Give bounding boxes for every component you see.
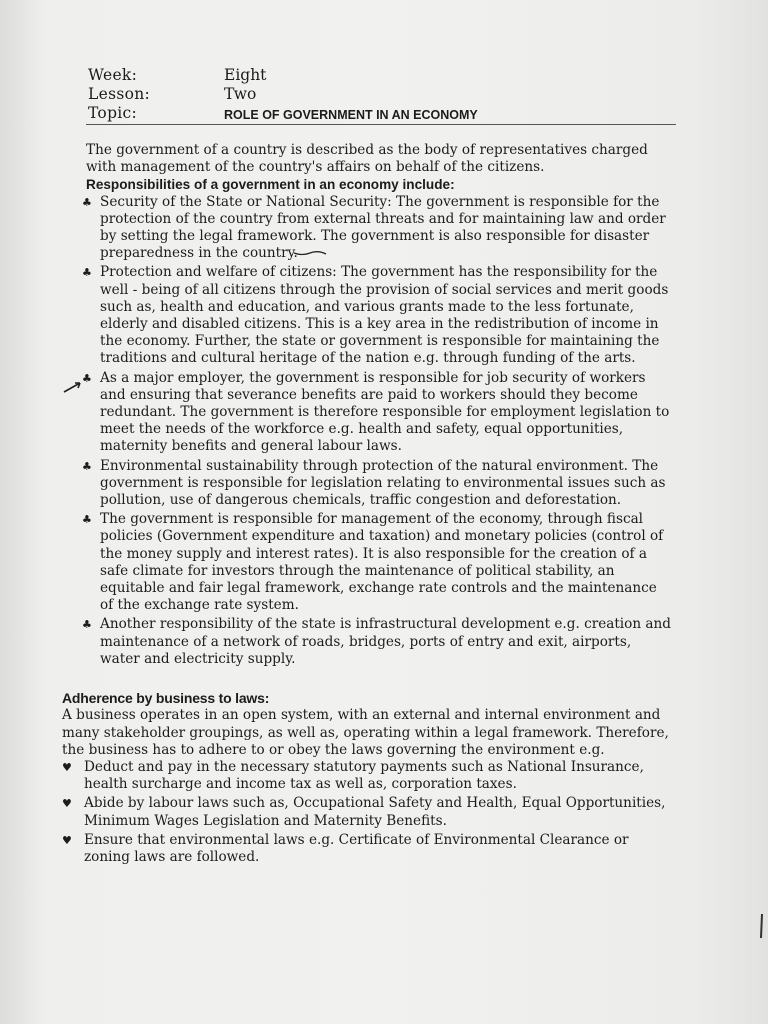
adherence-heading: Adherence by business to laws: bbox=[62, 690, 270, 707]
lesson-label: Lesson: bbox=[88, 85, 151, 103]
week-value: Eight bbox=[224, 66, 267, 84]
list-item-text: Another responsibility of the state is infrastructural development e.g. creation and maintenance of a network of roads, bridges, ports of entry and exit, airports, water and electricity supply. bbox=[100, 616, 671, 667]
club-icon: ♣ bbox=[82, 513, 92, 527]
pen-underline-mark bbox=[292, 249, 328, 257]
heart-icon: ♥ bbox=[62, 797, 72, 811]
list-item-text: Environmental sustainability through protection of the natural environment. The government is responsible for legislation relating to environmental issues such as pollution, use of dangerous chemicals, traffic congestion and deforestation. bbox=[100, 457, 666, 509]
club-icon: ♣ bbox=[82, 459, 92, 473]
pen-arrow-mark bbox=[62, 380, 84, 394]
adherence-list bbox=[62, 759, 674, 866]
club-icon: ♣ bbox=[82, 618, 92, 632]
week-row bbox=[88, 66, 676, 85]
heart-icon: ♥ bbox=[62, 760, 72, 774]
pen-edge-mark bbox=[758, 912, 766, 940]
section-spacer bbox=[62, 670, 674, 690]
document-body bbox=[62, 142, 674, 868]
week-label: Week: bbox=[88, 66, 138, 84]
lesson-header bbox=[88, 66, 676, 125]
lesson-value: Two bbox=[224, 85, 257, 103]
list-item bbox=[62, 832, 674, 866]
topic-value: ROLE OF GOVERNMENT IN AN ECONOMY bbox=[224, 108, 478, 122]
intro-paragraph: The government of a country is described as the body of representatives charged with management of the country's affairs on behalf of the citizens. bbox=[86, 142, 648, 176]
club-icon: ♣ bbox=[82, 195, 92, 209]
list-item bbox=[62, 511, 674, 614]
list-item bbox=[62, 616, 674, 668]
list-item bbox=[62, 458, 674, 510]
list-item-text: Ensure that environmental laws e.g. Certificate of Environmental Clearance or zoning laws are followed. bbox=[84, 831, 629, 865]
header-divider bbox=[86, 124, 676, 125]
list-item-text: The government is responsible for management of the economy, through fiscal policies (Government expenditure and taxation) and monetary policies (control of the money supply and interest rates). It is also responsible for the creation of a safe climate for investors through the maintenance of political stability, an equitable and fair legal framework, exchange rate controls and the maintenance of the exchange rate system. bbox=[100, 511, 664, 614]
list-item bbox=[62, 795, 674, 829]
list-item-text: Protection and welfare of citizens: The government has the responsibility for the well - being of all citizens through the provision of social services and merit goods such as, health and education, and various grants made to the less fortunate, elderly and disabled citizens. This is a key area in the redistribution of income in the economy. Further, the state or government is responsible for maintaining the traditions and cultural heritage of the nation e.g. through funding of the arts. bbox=[100, 264, 669, 367]
topic-row bbox=[88, 104, 676, 125]
list-item bbox=[62, 264, 674, 367]
club-icon: ♣ bbox=[82, 371, 92, 385]
list-item bbox=[62, 194, 674, 263]
list-item bbox=[62, 759, 674, 793]
list-item-text: As a major employer, the government is responsible for job security of workers and ensuring that severance benefits are paid to workers should they become redundant. The government is therefore responsible for employment legislation to meet the needs of the workforce e.g. health and safety, equal opportunities, maternity benefits and general labour laws. bbox=[100, 369, 670, 455]
list-item bbox=[62, 370, 674, 456]
list-item-text: Abide by labour laws such as, Occupational Safety and Health, Equal Opportunities, Minimum Wages Legislation and Maternity Benefits. bbox=[84, 795, 666, 829]
heart-icon: ♥ bbox=[62, 833, 72, 847]
list-item-text: Deduct and pay in the necessary statutory payments such as National Insurance, health surcharge and income tax as well as, corporation taxes. bbox=[84, 758, 644, 793]
adherence-paragraph: A business operates in an open system, with an external and internal environment and many stakeholder groupings, as well as, operating within a legal framework. Therefore, the business has to adhere to or obey the laws governing the environment e.g. bbox=[62, 707, 669, 758]
lesson-row bbox=[88, 85, 676, 104]
list-item-text: Security of the State or National Security: The government is responsible for the protection of the country from external threats and for maintaining law and order by setting the legal framework. The government is also responsible for disaster preparedness in the country. bbox=[100, 193, 666, 262]
responsibilities-list bbox=[62, 194, 674, 668]
topic-label: Topic: bbox=[88, 104, 138, 122]
club-icon: ♣ bbox=[82, 266, 92, 280]
responsibilities-heading: Responsibilities of a government in an economy include: bbox=[86, 177, 455, 193]
